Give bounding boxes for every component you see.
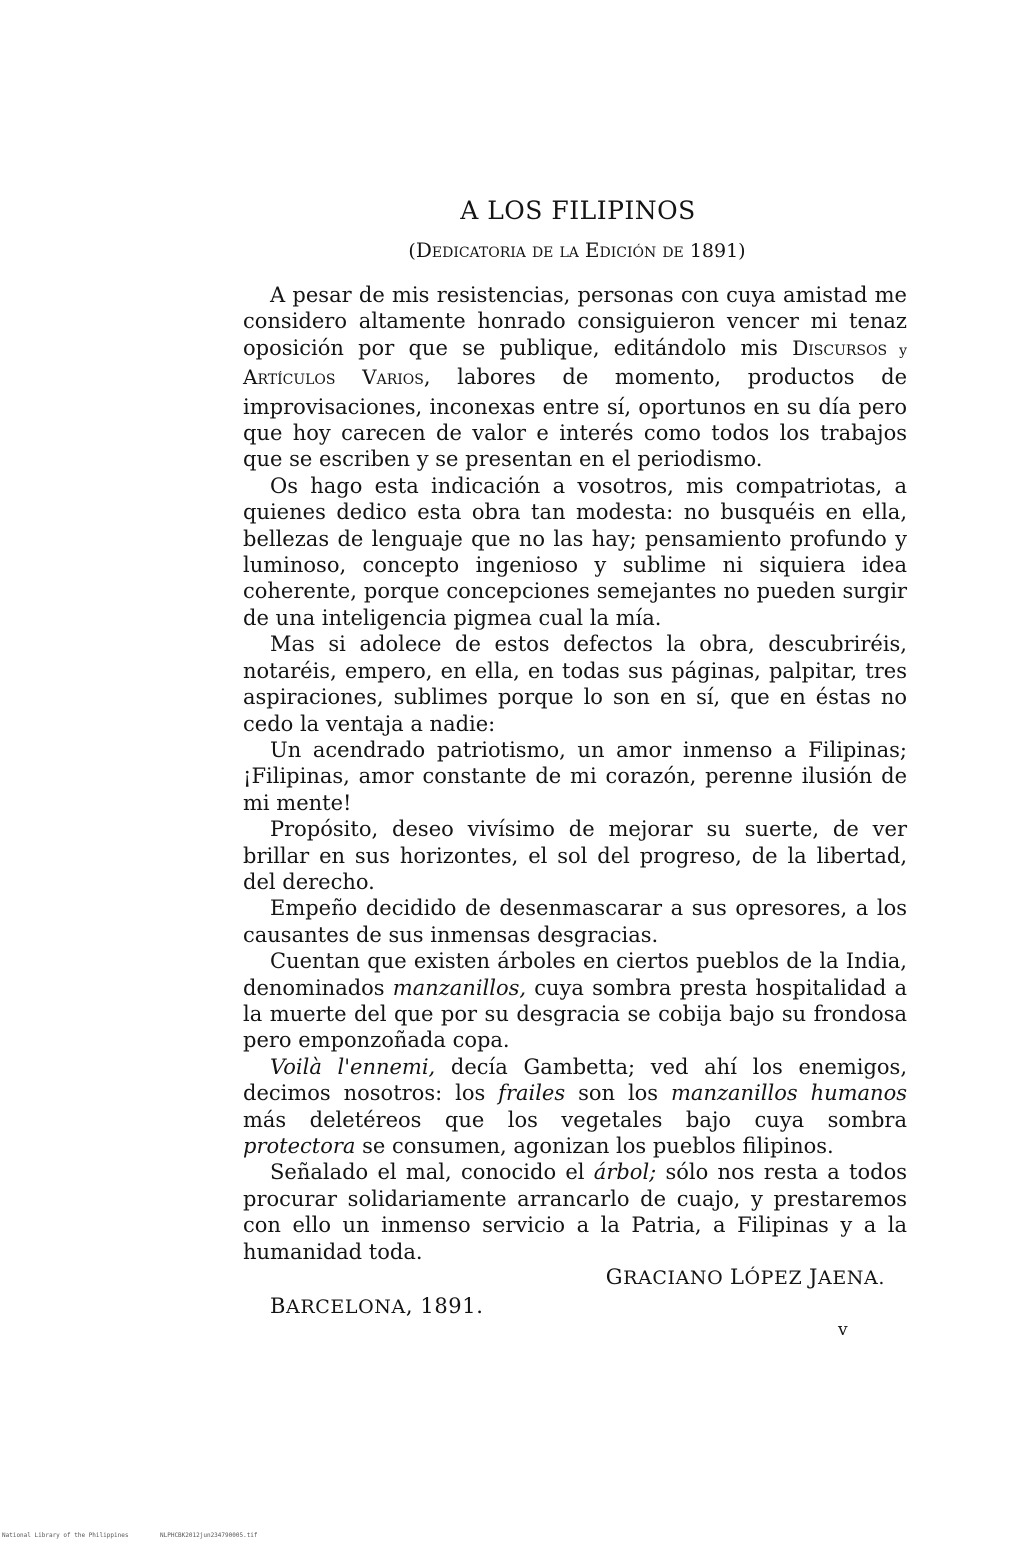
paragraph-6: Empeño decidido de desenmascarar a sus opresores, a los causantes de sus inmensas desgracias. (243, 896, 907, 947)
subtitle-word-cap: E (584, 238, 600, 262)
subtitle-open: ( (408, 240, 416, 262)
subtitle-word-rest: EDICATORIA (431, 245, 526, 261)
paragraph-2: Os hago esta indicación a vosotros, mis compatriotas, a quienes dedico esta obra tan modesta: no busquéis en ella, bellezas de lenguaje que no las hay; pensamiento profundo y luminoso, concepto ingenioso y sublime ni siquiera idea coherente, porque concepciones semejantes no pueden surgir de una inteligencia pigmea cual la mía. (243, 473, 907, 630)
body-text (243, 282, 907, 1265)
subtitle-word: DE (662, 245, 684, 261)
subtitle-word: DE (531, 245, 554, 261)
small-caps-rest: ARIOS (376, 372, 424, 389)
paragraph-7 (243, 948, 907, 1054)
page-title: A LOS FILIPINOS (460, 196, 696, 225)
subtitle (0, 238, 1014, 262)
place-year: , 1891. (405, 1294, 484, 1318)
text-run: Señalado el mal, conocido el (270, 1160, 594, 1185)
italic-run: árbol; (593, 1160, 657, 1185)
paragraph-8 (243, 1054, 907, 1160)
paragraph-3: Mas si adolece de estos defectos la obra, descubriréis, notaréis, empero, en ella, en todas sus páginas, palpitar, tres aspiraciones, sublimes porque lo son en sí, que en éstas no cedo la ventaja a nadie: (243, 632, 907, 736)
italic-run: manzanillos humanos (671, 1081, 908, 1106)
text-run: sólo nos resta a todos procurar solidariamente arrancarlo de cuajo, y prestaremos con ello un inmenso servicio a la Patria, a Filipinas y a la humanidad toda. (243, 1160, 907, 1264)
signature (606, 1265, 885, 1289)
small-caps-initial: A (243, 365, 258, 390)
paragraph-4: Un acendrado patriotismo, un amor inmenso a Filipinas; ¡Filipinas, amor constante de mi corazón, perenne ilusión de mi mente! (243, 737, 907, 815)
small-caps-initial: B (270, 1294, 287, 1318)
footer-file-id: NLPHCBK2012jun234790005.tif (160, 1532, 258, 1539)
italic-run: Voilà l'ennemi, (270, 1054, 436, 1079)
text-run: A pesar de mis resistencias, personas con cuya amistad me considero altamente honrado consiguieron vencer mi tenaz oposición por que se publique, editándolo mis (243, 283, 907, 360)
text-run: y (887, 342, 908, 359)
small-caps-rest: AENA. (818, 1267, 885, 1289)
small-caps-rest: ISCURSOS (808, 342, 888, 359)
subtitle-word: LA (559, 245, 579, 261)
footer-library: National Library of the Philippines (2, 1532, 129, 1539)
small-caps-initial: L (729, 1265, 745, 1289)
small-caps-rest: RTÍCULOS (257, 372, 336, 389)
text-run: se consumen, agonizan los pueblos filipinos. (355, 1134, 834, 1158)
small-caps-rest: RACIANO (623, 1267, 724, 1289)
paragraph-9 (243, 1159, 907, 1265)
small-caps-initial: J (808, 1265, 819, 1289)
italic-run: protectora (243, 1134, 356, 1158)
place-date (270, 1294, 484, 1318)
italic-run: manzanillos, (392, 975, 527, 1000)
text-run: Cuentan que existen árboles en ciertos pueblos de la India, denominados (243, 949, 907, 1000)
paragraph-1 (243, 282, 907, 473)
text-run: cuya sombra presta hospitalidad a la muerte del que por su desgracia se cobija bajo su frondosa pero emponzoñada copa. (243, 975, 907, 1053)
small-caps-rest: ÓPEZ (744, 1267, 803, 1289)
text-run: más deletéreos que los vegetales bajo cuya sombra (243, 1107, 907, 1132)
small-caps-rest: ARCELONA (286, 1296, 406, 1318)
italic-run: frailes (498, 1081, 566, 1106)
text-run: decía Gambetta; ved ahí los enemigos, decimos nosotros: los (243, 1054, 907, 1106)
page-number: v (838, 1320, 848, 1340)
paragraph-5: Propósito, deseo vivísimo de mejorar su suerte, de ver brillar en sus horizontes, el sol del progreso, de la libertad, del derecho. (243, 817, 907, 894)
text-run: son los (565, 1081, 672, 1106)
small-caps-initial: D (792, 335, 809, 360)
subtitle-word-cap: D (415, 238, 432, 262)
subtitle-year: 1891) (689, 240, 746, 262)
subtitle-word-rest: DICIÓN (599, 245, 657, 261)
small-caps-initial: G (605, 1265, 624, 1289)
text-run: , labores de momento, productos de improvisaciones, inconexas entre sí, oportunos en su día pero que hoy carecen de valor e interés como todos los trabajos que se escriben y se presentan en el periodismo. (243, 365, 907, 472)
small-caps-initial: V (362, 365, 377, 390)
